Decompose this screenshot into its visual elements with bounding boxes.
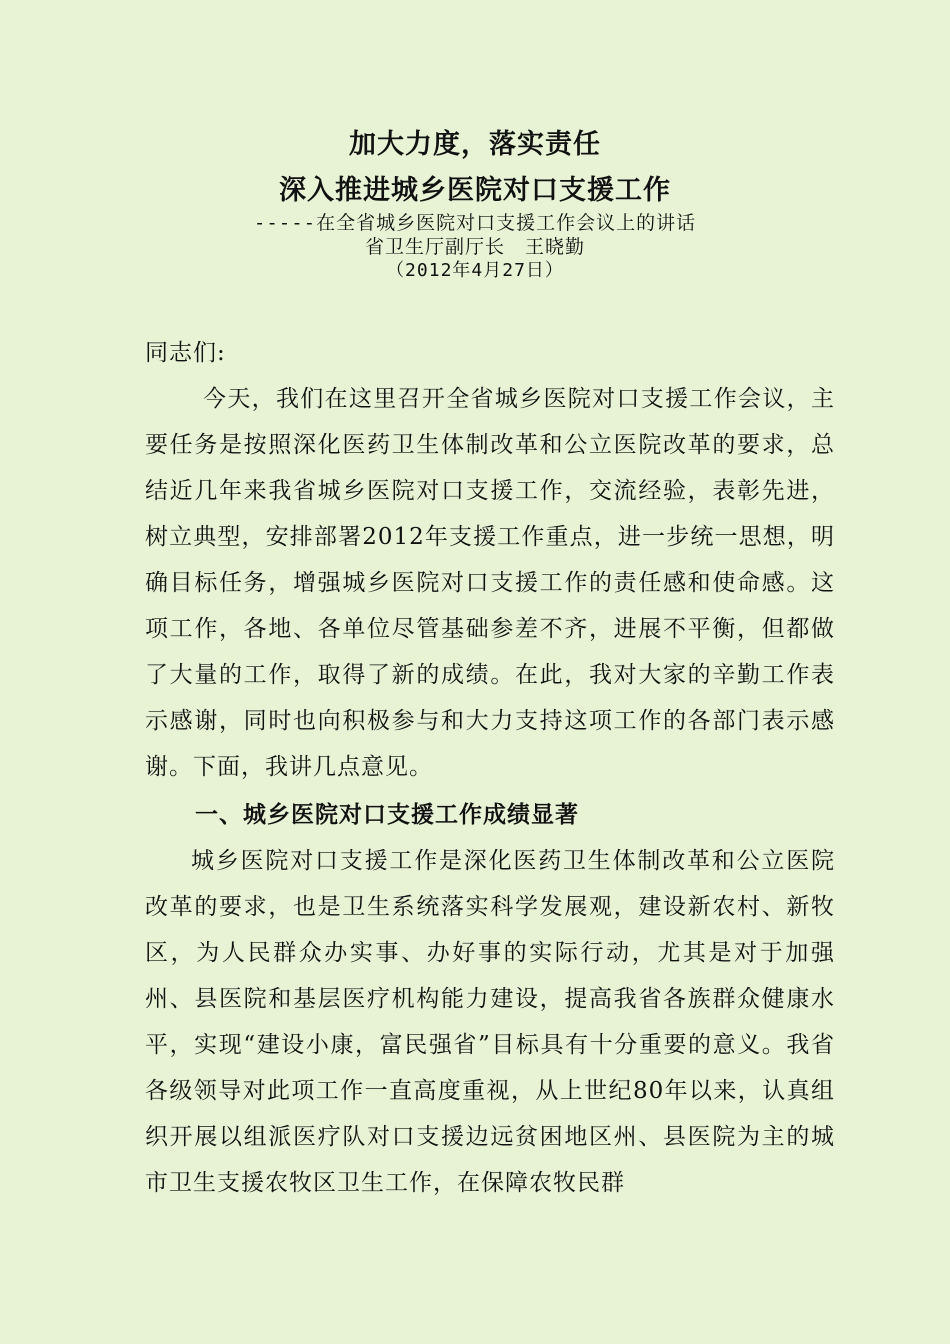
document-title-line2: 深入推进城乡医院对口支援工作	[279, 175, 671, 206]
paragraph-2: 城乡医院对口支援工作是深化医药卫生体制改革和公立医院改革的要求，也是卫生系统落实科学发展观，建设新农村、新牧区，为人民群众办实事、办好事的实际行动，尤其是对于加强州、县医院和基层医疗机构能力建设，提高我省各族群众健康水平，实现“建设小康，富民强省”目标具有十分重要的意义。我省各级领导对此项工作一直高度重视，从上世纪80年以来，认真组织开展以组派医疗队对口支援边远贫困地区州、县医院为主的城市卫生支援农牧区卫生工作，在保障农牧民群	[145, 848, 835, 1196]
paragraph-1: 今天，我们在这里召开全省城乡医院对口支援工作会议，主要任务是按照深化医药卫生体制改革和公立医院改革的要求，总结近几年来我省城乡医院对口支援工作，交流经验，表彰先进，树立典型，安排部署2012年支援工作重点，进一步统一思想，明确目标任务，增强城乡医院对口支援工作的责任感和使命感。这项工作，各地、各单位尽管基础参差不齐，进展不平衡，但都做了大量的工作，取得了新的成绩。在此，我对大家的辛勤工作表示感谢，同时也向积极参与和大力支持这项工作的各部门表示感谢。下面，我讲几点意见。	[145, 386, 835, 780]
section-1-heading: 一、城乡医院对口支援工作成绩显著	[195, 802, 579, 828]
document-date: （2012年4月27日）	[386, 260, 564, 281]
greeting: 同志们:	[145, 340, 226, 366]
document-speaker: 省卫生厅副厅长 王晓勤	[364, 236, 585, 258]
document-title-line1: 加大力度，落实责任	[349, 129, 601, 160]
document-subtitle: -----在全省城乡医院对口支援工作会议上的讲话	[253, 212, 697, 234]
